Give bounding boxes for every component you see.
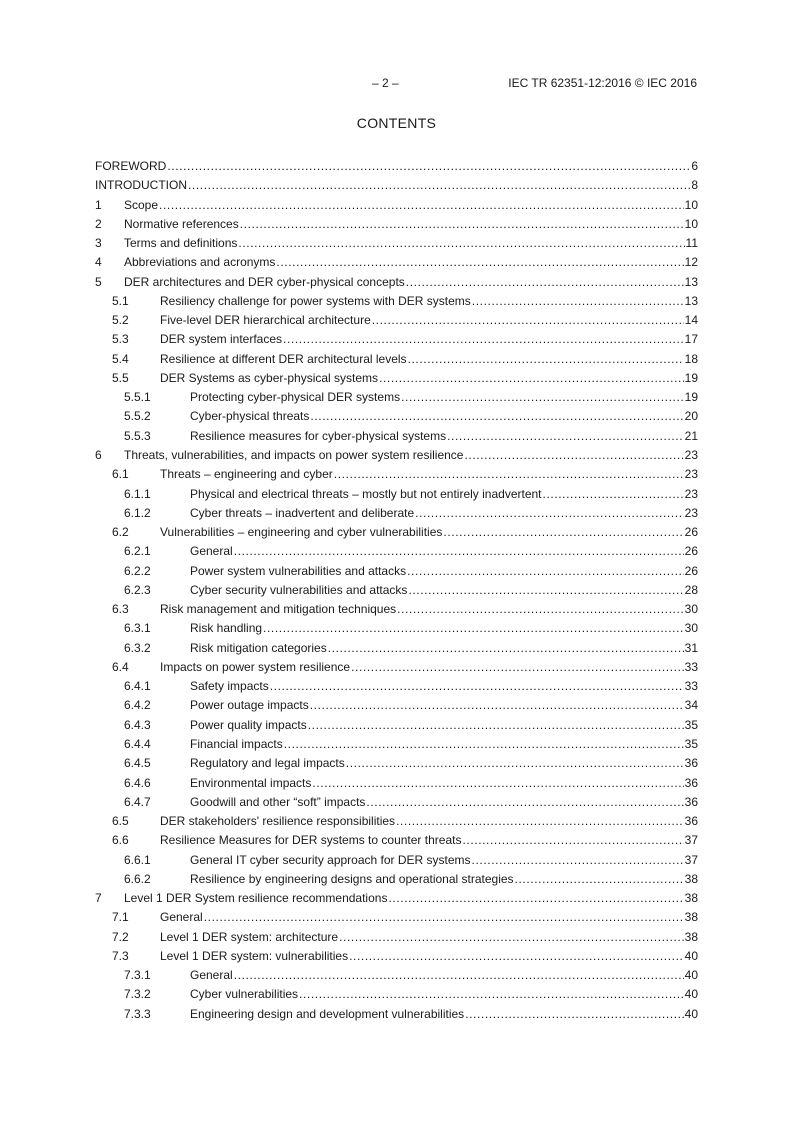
- toc-entry[interactable]: [95, 273, 698, 292]
- toc-leader-dots: [407, 562, 684, 581]
- toc-leader-dots: [159, 196, 684, 215]
- toc-entry[interactable]: [95, 1005, 698, 1024]
- toc-entry-page: 30: [684, 602, 698, 617]
- toc-entry-title: Resiliency challenge for power systems with DER systems: [160, 293, 471, 308]
- toc-entry-title: Risk handling: [190, 621, 263, 636]
- toc-entry-page: 37: [684, 833, 698, 848]
- toc-entry-number: 6.2.3: [124, 582, 151, 597]
- toc-entry-number: 7.3.1: [124, 968, 151, 983]
- toc-entry-page: 40: [684, 1006, 698, 1021]
- toc-entry-title: Risk mitigation categories: [190, 640, 327, 655]
- toc-entry-page: 36: [684, 814, 698, 829]
- toc-entry-title: Resilience at different DER architectural levels: [160, 351, 407, 366]
- toc-entry-title: Abbreviations and acronyms: [124, 255, 276, 270]
- toc-entry[interactable]: [95, 889, 698, 908]
- toc-entry-number: 2: [95, 216, 102, 231]
- toc-entry-page: 10: [684, 216, 698, 231]
- toc-entry-number: 7: [95, 891, 102, 906]
- toc-entry-number: 5.5.3: [124, 428, 151, 443]
- toc-leader-dots: [234, 966, 684, 985]
- toc-leader-dots: [401, 388, 684, 407]
- toc-entry-title: Goodwill and other “soft” impacts: [190, 794, 366, 809]
- toc-leader-dots: [167, 157, 690, 176]
- toc-entry-number: 6.4.1: [124, 679, 151, 694]
- toc-entry[interactable]: [95, 831, 698, 850]
- toc-entry-number: 6.3.2: [124, 640, 151, 655]
- toc-leader-dots: [379, 369, 684, 388]
- toc-entry-number: 6.2.1: [124, 544, 151, 559]
- toc-entry-page: 23: [684, 467, 698, 482]
- toc-entry[interactable]: [95, 716, 698, 735]
- toc-leader-dots: [234, 542, 684, 561]
- toc-leader-dots: [328, 639, 684, 658]
- toc-entry-page: 20: [684, 409, 698, 424]
- toc-entry-number: 5.5.1: [124, 390, 151, 405]
- toc-leader-dots: [276, 253, 683, 272]
- toc-entry-page: 35: [684, 736, 698, 751]
- toc-entry-page: 33: [684, 659, 698, 674]
- toc-entry-title: Cyber vulnerabilities: [190, 987, 299, 1002]
- toc-entry-page: 13: [684, 274, 698, 289]
- toc-leader-dots: [308, 716, 684, 735]
- toc-entry-number: 6.4.4: [124, 736, 151, 751]
- toc-entry-title: Terms and definitions: [124, 236, 238, 251]
- toc-entry[interactable]: [95, 330, 698, 349]
- toc-entry-page: 23: [684, 486, 698, 501]
- toc-entry-page: 26: [684, 525, 698, 540]
- toc-entry-page: 37: [684, 852, 698, 867]
- toc-entry[interactable]: [95, 196, 698, 215]
- toc-entry-title: DER system interfaces: [160, 332, 283, 347]
- toc-entry-number: 6.4.7: [124, 794, 151, 809]
- toc-entry-number: 6.1.1: [124, 486, 151, 501]
- toc-leader-dots: [334, 465, 684, 484]
- toc-entry[interactable]: [95, 908, 698, 927]
- toc-entry[interactable]: [95, 446, 698, 465]
- toc-entry[interactable]: [95, 523, 698, 542]
- toc-entry-number: 6.6.1: [124, 852, 151, 867]
- toc-entry-title: FOREWORD: [95, 159, 167, 173]
- toc-entry-page: 18: [684, 351, 698, 366]
- toc-leader-dots: [283, 330, 684, 349]
- toc-entry-title: Engineering design and development vulnerabilities: [190, 1006, 465, 1021]
- toc-entry-title: Risk management and mitigation techniques: [160, 602, 397, 617]
- toc-entry-title: Level 1 DER system: architecture: [160, 929, 339, 944]
- toc-entry-number: 7.3.3: [124, 1006, 151, 1021]
- toc-entry-title: Financial impacts: [190, 736, 283, 751]
- toc-entry-page: 12: [684, 255, 698, 270]
- toc-entry-title: General IT cyber security approach for DER systems: [190, 852, 471, 867]
- toc-entry[interactable]: [95, 658, 698, 677]
- toc-leader-dots: [464, 446, 683, 465]
- toc-entry-title: Cyber-physical threats: [190, 409, 310, 424]
- toc-entry-title: Power quality impacts: [190, 717, 307, 732]
- toc-leader-dots: [415, 504, 684, 523]
- toc-entry[interactable]: [95, 774, 698, 793]
- toc-entry-number: 1: [95, 197, 102, 212]
- toc-entry-page: 11: [685, 236, 698, 251]
- toc-entry-title: General: [190, 968, 233, 983]
- toc-entry-number: 7.3.2: [124, 987, 151, 1002]
- toc-leader-dots: [310, 696, 684, 715]
- toc-entry-title: Level 1 DER system: vulnerabilities: [160, 948, 349, 963]
- toc-leader-dots: [388, 889, 683, 908]
- toc-entry-page: 36: [684, 775, 698, 790]
- toc-entry[interactable]: [95, 812, 698, 831]
- toc-entry-page: 26: [684, 544, 698, 559]
- toc-entry-number: 7.1: [112, 910, 129, 925]
- toc-entry-page: 23: [684, 447, 698, 462]
- toc-entry-number: 6.2: [112, 525, 129, 540]
- toc-entry-title: DER architectures and DER cyber-physical concepts: [124, 274, 405, 289]
- toc-entry-page: 38: [684, 891, 698, 906]
- toc-entry-page: 36: [684, 794, 698, 809]
- toc-leader-dots: [472, 292, 684, 311]
- toc-entry[interactable]: [95, 215, 698, 234]
- toc-leader-dots: [204, 908, 684, 927]
- toc-entry[interactable]: [95, 407, 698, 426]
- toc-entry-page: 40: [684, 948, 698, 963]
- toc-leader-dots: [346, 754, 684, 773]
- toc-entry[interactable]: [95, 311, 698, 330]
- toc-entry-number: 5.2: [112, 313, 129, 328]
- toc-entry-title: Cyber security vulnerabilities and attacks: [190, 582, 408, 597]
- toc-entry-number: 4: [95, 255, 102, 270]
- toc-entry-number: 5.4: [112, 351, 129, 366]
- toc-entry-number: 6.6: [112, 833, 129, 848]
- toc-leader-dots: [465, 1005, 683, 1024]
- toc-leader-dots: [349, 947, 684, 966]
- toc-entry-title: Environmental impacts: [190, 775, 312, 790]
- toc-leader-dots: [447, 427, 684, 446]
- toc-entry-number: 6: [95, 447, 102, 462]
- toc-entry-page: 40: [684, 987, 698, 1002]
- toc-leader-dots: [408, 581, 683, 600]
- toc-entry-title: Physical and electrical threats – mostly but not entirely inadvertent: [190, 486, 542, 501]
- toc-entry[interactable]: [95, 639, 698, 658]
- toc-entry-number: 6.4.3: [124, 717, 151, 732]
- toc-entry[interactable]: [95, 485, 698, 504]
- toc-entry-page: 36: [684, 756, 698, 771]
- toc-entry[interactable]: [95, 350, 698, 369]
- toc-entry-page: 26: [684, 563, 698, 578]
- toc-entry-title: General: [160, 910, 203, 925]
- toc-entry-page: 14: [684, 313, 698, 328]
- toc-entry-page: 35: [684, 717, 698, 732]
- toc-entry-page: 8: [691, 178, 698, 193]
- toc-entry[interactable]: [95, 504, 698, 523]
- toc-entry-title: Normative references: [124, 216, 239, 231]
- toc-entry-page: 38: [684, 871, 698, 886]
- toc-entry-title: Cyber threats – inadvertent and deliberate: [190, 505, 415, 520]
- toc-entry-number: 5.5: [112, 370, 129, 385]
- toc-entry[interactable]: [95, 754, 698, 773]
- toc-entry[interactable]: [95, 157, 698, 176]
- toc-leader-dots: [372, 311, 684, 330]
- toc-leader-dots: [408, 350, 684, 369]
- toc-entry[interactable]: [95, 562, 698, 581]
- page-number: – 2 –: [372, 76, 399, 90]
- toc-entry[interactable]: [95, 581, 698, 600]
- toc-entry[interactable]: [95, 677, 698, 696]
- toc-entry-page: 40: [684, 968, 698, 983]
- toc-entry[interactable]: [95, 465, 698, 484]
- toc-entry-number: 6.4.6: [124, 775, 151, 790]
- toc-leader-dots: [472, 851, 684, 870]
- toc-leader-dots: [351, 658, 684, 677]
- toc-entry[interactable]: [95, 176, 698, 195]
- toc-entry-title: Power outage impacts: [190, 698, 309, 713]
- toc-entry-number: 6.5: [112, 814, 129, 829]
- toc-entry[interactable]: [95, 619, 698, 638]
- toc-entry-number: 5.1: [112, 293, 129, 308]
- toc-entry[interactable]: [95, 947, 698, 966]
- toc-leader-dots: [462, 831, 683, 850]
- toc-entry[interactable]: [95, 793, 698, 812]
- page-header: [0, 76, 793, 92]
- toc-entry-page: 6: [691, 159, 698, 173]
- toc-entry-title: Resilience by engineering designs and operational strategies: [190, 871, 514, 886]
- toc-entry-number: 5.5.2: [124, 409, 151, 424]
- toc-entry-page: 19: [684, 390, 698, 405]
- toc-entry-title: Protecting cyber-physical DER systems: [190, 390, 401, 405]
- toc-entry-title: Impacts on power system resilience: [160, 659, 351, 674]
- toc-entry-title: General: [190, 544, 233, 559]
- toc-entry-title: DER Systems as cyber-physical systems: [160, 370, 379, 385]
- toc-entry[interactable]: [95, 985, 698, 1004]
- toc-leader-dots: [188, 176, 690, 195]
- toc-leader-dots: [443, 523, 683, 542]
- toc-entry-title: DER stakeholders' resilience responsibilities: [160, 814, 396, 829]
- toc-entry-page: 10: [684, 197, 698, 212]
- toc-entry-page: 19: [684, 370, 698, 385]
- toc-entry[interactable]: [95, 966, 698, 985]
- toc-entry-number: 3: [95, 236, 102, 251]
- toc-entry-page: 38: [684, 910, 698, 925]
- toc-entry-title: Level 1 DER System resilience recommendations: [124, 891, 388, 906]
- toc-leader-dots: [263, 619, 684, 638]
- toc-entry-page: 30: [684, 621, 698, 636]
- toc-entry-number: 6.4.2: [124, 698, 151, 713]
- toc-entry-title: Threats, vulnerabilities, and impacts on power system resilience: [124, 447, 464, 462]
- toc-leader-dots: [284, 735, 684, 754]
- toc-entry-number: 6.4: [112, 659, 129, 674]
- toc-leader-dots: [406, 273, 684, 292]
- toc-entry-title: Resilience Measures for DER systems to counter threats: [160, 833, 462, 848]
- toc-entry[interactable]: [95, 369, 698, 388]
- toc-entry[interactable]: [95, 234, 698, 253]
- toc-leader-dots: [366, 793, 683, 812]
- toc-leader-dots: [299, 985, 684, 1004]
- toc-entry[interactable]: [95, 851, 698, 870]
- toc-entry-page: 31: [684, 640, 698, 655]
- toc-entry-page: 23: [684, 505, 698, 520]
- toc-entry[interactable]: [95, 600, 698, 619]
- toc-leader-dots: [396, 812, 684, 831]
- toc-entry-title: Vulnerabilities – engineering and cyber vulnerabilities: [160, 525, 443, 540]
- toc-entry-number: 6.1.2: [124, 505, 151, 520]
- toc-entry-title: Regulatory and legal impacts: [190, 756, 345, 771]
- toc-entry-title: Scope: [124, 197, 159, 212]
- toc-entry-title: Threats – engineering and cyber: [160, 467, 333, 482]
- toc-entry[interactable]: [95, 427, 698, 446]
- toc-entry[interactable]: [95, 928, 698, 947]
- contents-heading: CONTENTS: [356, 115, 437, 131]
- toc-leader-dots: [515, 870, 684, 889]
- document-reference: IEC TR 62351-12:2016 © IEC 2016: [508, 76, 697, 90]
- toc-entry-title: Power system vulnerabilities and attacks: [190, 563, 407, 578]
- toc-entry-number: 5: [95, 274, 102, 289]
- toc-entry-number: 6.3: [112, 602, 129, 617]
- toc-entry-number: 6.3.1: [124, 621, 151, 636]
- toc-leader-dots: [270, 677, 684, 696]
- toc-entry-number: 6.2.2: [124, 563, 151, 578]
- toc-entry-page: 17: [684, 332, 698, 347]
- toc-leader-dots: [397, 600, 684, 619]
- toc-entry-title: INTRODUCTION: [95, 178, 187, 193]
- toc-entry-number: 7.2: [112, 929, 129, 944]
- toc-entry-page: 38: [684, 929, 698, 944]
- toc-entry-number: 6.4.5: [124, 756, 151, 771]
- toc-leader-dots: [339, 928, 684, 947]
- toc-entry-number: 6.1: [112, 467, 129, 482]
- toc-entry-title: Safety impacts: [190, 679, 269, 694]
- toc-entry[interactable]: [95, 253, 698, 272]
- toc-entry-page: 33: [684, 679, 698, 694]
- toc-leader-dots: [238, 234, 684, 253]
- toc-entry-title: Five-level DER hierarchical architecture: [160, 313, 371, 328]
- toc-leader-dots: [543, 485, 684, 504]
- toc-entry-page: 21: [684, 428, 698, 443]
- toc-leader-dots: [240, 215, 684, 234]
- toc-entry-title: Resilience measures for cyber-physical systems: [190, 428, 447, 443]
- toc-entry-number: 7.3: [112, 948, 129, 963]
- toc-entry-number: 6.6.2: [124, 871, 151, 886]
- toc-entry[interactable]: [95, 735, 698, 754]
- toc-entry[interactable]: [95, 292, 698, 311]
- toc-entry-page: 28: [684, 582, 698, 597]
- table-of-contents: [95, 157, 698, 1024]
- toc-entry[interactable]: [95, 696, 698, 715]
- toc-leader-dots: [312, 774, 683, 793]
- toc-entry-page: 13: [684, 293, 698, 308]
- toc-entry-page: 34: [684, 698, 698, 713]
- toc-entry[interactable]: [95, 542, 698, 561]
- toc-entry[interactable]: [95, 388, 698, 407]
- toc-entry[interactable]: [95, 870, 698, 889]
- toc-leader-dots: [310, 407, 683, 426]
- toc-entry-number: 5.3: [112, 332, 129, 347]
